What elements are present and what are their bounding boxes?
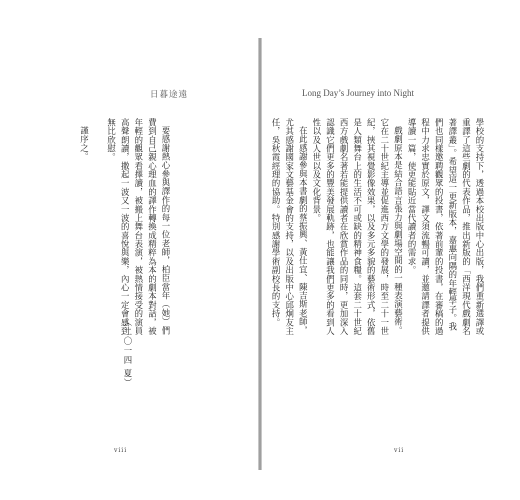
preface-date: （二〇一四 夏） xyxy=(123,318,133,388)
page-number-right: vii xyxy=(394,447,405,454)
right-page xyxy=(262,0,520,500)
preface-paragraph: 要感謝熱心參與譯作的每一位老師，柏臣當年（她）們費到自己親心理血的譯作轉換成精粹為本的劇本對話，被年輕的觀眾看擇讀，被搬上舞台表演，被熱情接受的演員高聲朗讀，撒起一波又一波的喜悅與樂，內心一定會感到無比欣慰。 xyxy=(106,118,171,336)
preface-paragraph: 謹序之。 xyxy=(79,126,90,162)
preface-paragraph: 學校的支持下，透過本校出版中心出版，我們重新選譯或重譯了這些劇的代表作品，推出新版的「西洋現代戲劇名著譯叢」。希望這一更新版本，嘉惠向隅的年輕學子。我們也同樣邀聘觀眾的投書，依著前輩的投書，在審稿的過程中力求忠實於原文，譯文須流暢可讀，並邀請譯者提供導讀一篇，使更能貼近當代讀者的需求。 xyxy=(407,118,485,336)
page-number-left: viii xyxy=(114,447,128,454)
running-header-right: Long Day’s Journey into Night xyxy=(302,88,414,98)
left-page xyxy=(0,0,258,500)
preface-paragraph: 在此感謝參與本書劇的蔡振興、黃仕宜、陳吉斯老師，尤其感謝國家文藝基金會的支持，以及出版中心邱炯友主任，吳秋霞經理的協助。特別感謝學術副校長的支持。 xyxy=(271,118,309,336)
preface-paragraph: 戲劇原本是結合語言張力與劇場空間的一種表演藝術。它在二十世紀主導並促進西方文學的發展，時至二十一世紀，挾其視覺影像效果，以及多元多貌的藝術形式，依舊是人類舞台上的生活不可或缺的精神食糧。這套二十世紀西方戲劇名著若能提供讀者在欣賞作品的同時，更加深入認識它們更多的豐美發展軌跡，也能讓我們更多的看到人性以及人世以及文化背景。 xyxy=(311,118,404,336)
running-header-left: 日暮途遠 xyxy=(150,90,189,100)
preface-text-right xyxy=(269,118,487,336)
preface-text-left xyxy=(63,118,172,336)
